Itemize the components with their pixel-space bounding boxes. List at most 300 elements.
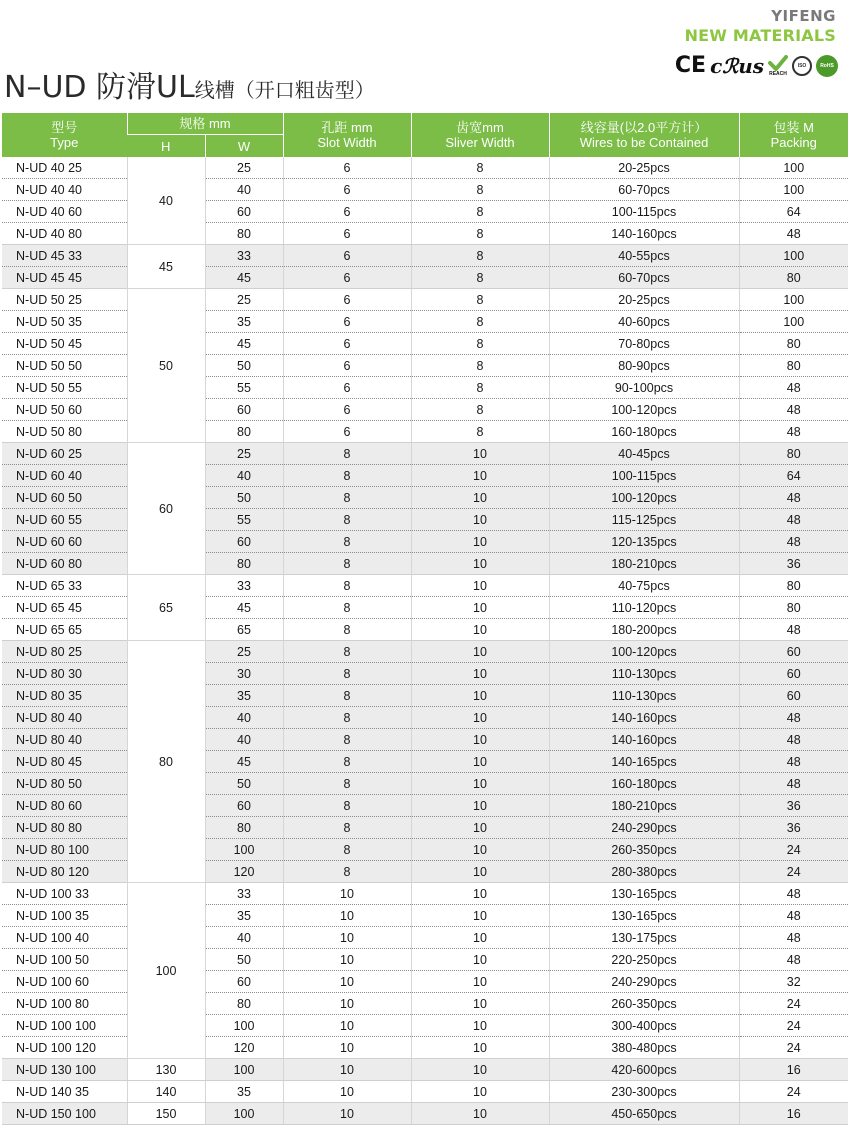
slot-width-cell: 10	[283, 971, 411, 993]
packing-cell: 48	[739, 707, 848, 729]
slot-width-cell: 6	[283, 223, 411, 245]
packing-cell: 36	[739, 817, 848, 839]
wires-cell: 260-350pcs	[549, 993, 739, 1015]
wires-cell: 110-130pcs	[549, 663, 739, 685]
wires-cell: 100-120pcs	[549, 399, 739, 421]
sliver-width-cell: 10	[411, 575, 549, 597]
type-column-header: 型号 Type	[2, 113, 127, 157]
type-cell: N-UD 50 55	[2, 377, 127, 399]
sliver-width-cell: 8	[411, 267, 549, 289]
sliver-width-cell: 10	[411, 927, 549, 949]
h-cell: 65	[127, 575, 205, 641]
type-cell: N-UD 80 40	[2, 729, 127, 751]
sliver-width-cell: 10	[411, 971, 549, 993]
sliver-width-cell: 10	[411, 597, 549, 619]
w-cell: 25	[205, 289, 283, 311]
sliver-width-cell: 10	[411, 905, 549, 927]
wires-cell: 40-75pcs	[549, 575, 739, 597]
w-cell: 40	[205, 707, 283, 729]
wires-cell: 140-160pcs	[549, 707, 739, 729]
packing-cell: 64	[739, 465, 848, 487]
slot-width-cell: 6	[283, 157, 411, 179]
type-cell: N-UD 80 25	[2, 641, 127, 663]
sliver-width-cell: 8	[411, 245, 549, 267]
slot-width-cell: 8	[283, 861, 411, 883]
sliver-width-cell: 10	[411, 861, 549, 883]
wires-cell: 240-290pcs	[549, 817, 739, 839]
sliver-width-cell: 8	[411, 399, 549, 421]
w-cell: 40	[205, 729, 283, 751]
sliver-width-cell: 10	[411, 619, 549, 641]
type-cell: N-UD 50 45	[2, 333, 127, 355]
ul-mark-icon: cℛus	[710, 54, 764, 78]
sliver-width-cell: 10	[411, 487, 549, 509]
packing-cell: 48	[739, 905, 848, 927]
type-cell: N-UD 150 100	[2, 1103, 127, 1125]
type-cell: N-UD 65 33	[2, 575, 127, 597]
slot-width-cell: 8	[283, 509, 411, 531]
sliver-width-column-header: 齿宽mm Sliver Width	[411, 113, 549, 157]
wires-cell: 120-135pcs	[549, 531, 739, 553]
type-cell: N-UD 45 33	[2, 245, 127, 267]
packing-cell: 48	[739, 421, 848, 443]
packing-cell: 48	[739, 399, 848, 421]
w-cell: 30	[205, 663, 283, 685]
h-cell: 80	[127, 641, 205, 883]
w-cell: 80	[205, 993, 283, 1015]
packing-cell: 48	[739, 773, 848, 795]
w-cell: 60	[205, 795, 283, 817]
w-cell: 65	[205, 619, 283, 641]
packing-cell: 24	[739, 861, 848, 883]
slot-width-cell: 8	[283, 443, 411, 465]
slot-width-cell: 8	[283, 465, 411, 487]
sliver-width-cell: 10	[411, 817, 549, 839]
wires-cell: 160-180pcs	[549, 773, 739, 795]
sliver-width-cell: 8	[411, 377, 549, 399]
sliver-width-cell: 10	[411, 443, 549, 465]
w-cell: 60	[205, 531, 283, 553]
wires-column-header: 线容量(以2.0平方计） Wires to be Contained	[549, 113, 739, 157]
packing-cell: 80	[739, 597, 848, 619]
wires-cell: 20-25pcs	[549, 289, 739, 311]
packing-cell: 24	[739, 1081, 848, 1103]
sliver-width-cell: 8	[411, 223, 549, 245]
sliver-width-cell: 8	[411, 421, 549, 443]
slot-width-cell: 8	[283, 663, 411, 685]
sliver-width-cell: 10	[411, 729, 549, 751]
slot-width-cell: 8	[283, 751, 411, 773]
h-cell: 130	[127, 1059, 205, 1081]
slot-width-cell: 8	[283, 487, 411, 509]
w-cell: 50	[205, 355, 283, 377]
packing-cell: 60	[739, 663, 848, 685]
page-title	[4, 62, 375, 106]
packing-cell: 48	[739, 883, 848, 905]
spec-column-header: 规格 mm	[127, 113, 283, 135]
w-cell: 25	[205, 641, 283, 663]
wires-cell: 300-400pcs	[549, 1015, 739, 1037]
spec-table	[2, 113, 848, 1125]
w-cell: 35	[205, 685, 283, 707]
packing-cell: 100	[739, 245, 848, 267]
w-cell: 40	[205, 465, 283, 487]
sliver-width-cell: 10	[411, 663, 549, 685]
type-cell: N-UD 80 80	[2, 817, 127, 839]
type-cell: N-UD 80 45	[2, 751, 127, 773]
sliver-width-cell: 10	[411, 531, 549, 553]
packing-cell: 36	[739, 553, 848, 575]
type-cell: N-UD 40 80	[2, 223, 127, 245]
w-cell: 100	[205, 1015, 283, 1037]
table-row	[2, 245, 848, 267]
table-row	[2, 157, 848, 179]
h-cell: 100	[127, 883, 205, 1059]
packing-cell: 48	[739, 729, 848, 751]
type-cell: N-UD 60 40	[2, 465, 127, 487]
w-cell: 40	[205, 179, 283, 201]
type-cell: N-UD 40 40	[2, 179, 127, 201]
sliver-width-cell: 10	[411, 795, 549, 817]
title-main: N–UD 防滑UL	[4, 70, 195, 105]
sliver-width-cell: 8	[411, 201, 549, 223]
wires-cell: 110-130pcs	[549, 685, 739, 707]
table-row	[2, 443, 848, 465]
spec-table-body	[2, 157, 848, 1125]
w-cell: 100	[205, 839, 283, 861]
w-cell: 60	[205, 971, 283, 993]
packing-cell: 24	[739, 839, 848, 861]
sliver-width-cell: 10	[411, 1059, 549, 1081]
packing-cell: 100	[739, 157, 848, 179]
slot-width-cell: 10	[283, 1015, 411, 1037]
packing-cell: 48	[739, 223, 848, 245]
packing-cell: 48	[739, 531, 848, 553]
slot-width-cell: 10	[283, 949, 411, 971]
table-row	[2, 883, 848, 905]
type-cell: N-UD 130 100	[2, 1059, 127, 1081]
type-cell: N-UD 80 100	[2, 839, 127, 861]
packing-cell: 48	[739, 509, 848, 531]
slot-width-cell: 8	[283, 597, 411, 619]
w-cell: 45	[205, 751, 283, 773]
slot-width-cell: 8	[283, 795, 411, 817]
type-cell: N-UD 60 25	[2, 443, 127, 465]
wires-cell: 40-55pcs	[549, 245, 739, 267]
wires-cell: 100-120pcs	[549, 641, 739, 663]
packing-cell: 64	[739, 201, 848, 223]
packing-cell: 16	[739, 1103, 848, 1125]
packing-cell: 100	[739, 289, 848, 311]
table-row	[2, 1081, 848, 1103]
wires-cell: 140-160pcs	[549, 729, 739, 751]
w-cell: 33	[205, 245, 283, 267]
type-cell: N-UD 100 33	[2, 883, 127, 905]
slot-width-cell: 8	[283, 707, 411, 729]
type-cell: N-UD 60 50	[2, 487, 127, 509]
packing-cell: 32	[739, 971, 848, 993]
sliver-width-cell: 10	[411, 751, 549, 773]
wires-cell: 380-480pcs	[549, 1037, 739, 1059]
wires-cell: 40-60pcs	[549, 311, 739, 333]
w-cell: 25	[205, 443, 283, 465]
table-row	[2, 1103, 848, 1125]
slot-width-cell: 6	[283, 421, 411, 443]
slot-width-cell: 6	[283, 179, 411, 201]
sliver-width-cell: 10	[411, 949, 549, 971]
brand-line-1: YIFENG	[771, 7, 836, 25]
iso-seal-icon: ISO	[792, 56, 812, 76]
type-cell: N-UD 50 25	[2, 289, 127, 311]
w-cell: 25	[205, 157, 283, 179]
w-cell: 33	[205, 883, 283, 905]
rohs-seal-icon: RoHS	[816, 55, 838, 77]
slot-width-cell: 8	[283, 531, 411, 553]
w-cell: 35	[205, 311, 283, 333]
packing-cell: 48	[739, 619, 848, 641]
slot-width-cell: 6	[283, 399, 411, 421]
sliver-width-cell: 8	[411, 289, 549, 311]
slot-width-cell: 8	[283, 685, 411, 707]
sliver-width-cell: 10	[411, 773, 549, 795]
sliver-width-cell: 8	[411, 157, 549, 179]
slot-width-cell: 6	[283, 267, 411, 289]
slot-width-cell: 8	[283, 553, 411, 575]
type-cell: N-UD 80 30	[2, 663, 127, 685]
wires-cell: 60-70pcs	[549, 179, 739, 201]
wires-cell: 100-115pcs	[549, 201, 739, 223]
w-cell: 35	[205, 905, 283, 927]
type-cell: N-UD 45 45	[2, 267, 127, 289]
wires-cell: 100-120pcs	[549, 487, 739, 509]
h-cell: 150	[127, 1103, 205, 1125]
sliver-width-cell: 10	[411, 553, 549, 575]
wires-cell: 450-650pcs	[549, 1103, 739, 1125]
wires-cell: 260-350pcs	[549, 839, 739, 861]
w-cell: 120	[205, 1037, 283, 1059]
wires-cell: 110-120pcs	[549, 597, 739, 619]
slot-width-cell: 10	[283, 1103, 411, 1125]
type-cell: N-UD 100 35	[2, 905, 127, 927]
h-cell: 40	[127, 157, 205, 245]
sliver-width-cell: 10	[411, 993, 549, 1015]
slot-width-cell: 6	[283, 289, 411, 311]
type-cell: N-UD 80 40	[2, 707, 127, 729]
slot-width-cell: 8	[283, 641, 411, 663]
sliver-width-cell: 10	[411, 509, 549, 531]
h-cell: 50	[127, 289, 205, 443]
wires-cell: 240-290pcs	[549, 971, 739, 993]
table-row	[2, 1059, 848, 1081]
w-cell: 100	[205, 1103, 283, 1125]
type-cell: N-UD 50 35	[2, 311, 127, 333]
sliver-width-cell: 10	[411, 707, 549, 729]
sliver-width-cell: 10	[411, 1103, 549, 1125]
slot-width-cell: 10	[283, 1081, 411, 1103]
type-cell: N-UD 100 80	[2, 993, 127, 1015]
type-cell: N-UD 50 60	[2, 399, 127, 421]
type-cell: N-UD 100 50	[2, 949, 127, 971]
slot-width-cell: 8	[283, 817, 411, 839]
slot-width-cell: 10	[283, 883, 411, 905]
w-cell: 100	[205, 1059, 283, 1081]
w-cell: 120	[205, 861, 283, 883]
wires-cell: 90-100pcs	[549, 377, 739, 399]
w-cell: 80	[205, 223, 283, 245]
sliver-width-cell: 10	[411, 1037, 549, 1059]
type-cell: N-UD 100 120	[2, 1037, 127, 1059]
wires-cell: 130-165pcs	[549, 883, 739, 905]
w-column-header: W	[205, 135, 283, 158]
w-cell: 80	[205, 553, 283, 575]
w-cell: 35	[205, 1081, 283, 1103]
type-cell: N-UD 65 45	[2, 597, 127, 619]
packing-cell: 48	[739, 751, 848, 773]
wires-cell: 280-380pcs	[549, 861, 739, 883]
table-row	[2, 289, 848, 311]
type-cell: N-UD 100 40	[2, 927, 127, 949]
packing-column-header: 包装 M Packing	[739, 113, 848, 157]
packing-cell: 60	[739, 685, 848, 707]
packing-cell: 80	[739, 575, 848, 597]
wires-cell: 230-300pcs	[549, 1081, 739, 1103]
w-cell: 45	[205, 267, 283, 289]
table-row	[2, 575, 848, 597]
type-cell: N-UD 60 80	[2, 553, 127, 575]
w-cell: 33	[205, 575, 283, 597]
sliver-width-cell: 10	[411, 641, 549, 663]
wires-cell: 80-90pcs	[549, 355, 739, 377]
type-cell: N-UD 100 60	[2, 971, 127, 993]
wires-cell: 130-165pcs	[549, 905, 739, 927]
w-cell: 80	[205, 421, 283, 443]
ce-mark-icon: CE	[674, 53, 707, 78]
reach-label: REACH	[769, 71, 787, 77]
w-cell: 50	[205, 773, 283, 795]
packing-cell: 24	[739, 993, 848, 1015]
w-cell: 45	[205, 597, 283, 619]
slot-width-cell: 8	[283, 729, 411, 751]
slot-width-cell: 6	[283, 201, 411, 223]
w-cell: 50	[205, 487, 283, 509]
packing-cell: 60	[739, 641, 848, 663]
wires-cell: 60-70pcs	[549, 267, 739, 289]
type-cell: N-UD 80 50	[2, 773, 127, 795]
wires-cell: 70-80pcs	[549, 333, 739, 355]
packing-cell: 36	[739, 795, 848, 817]
slot-width-cell: 8	[283, 575, 411, 597]
certification-marks	[675, 52, 838, 80]
wires-cell: 180-200pcs	[549, 619, 739, 641]
sliver-width-cell: 10	[411, 1081, 549, 1103]
wires-cell: 160-180pcs	[549, 421, 739, 443]
packing-cell: 80	[739, 443, 848, 465]
type-cell: N-UD 40 25	[2, 157, 127, 179]
packing-cell: 80	[739, 267, 848, 289]
slot-width-cell: 6	[283, 245, 411, 267]
type-cell: N-UD 50 80	[2, 421, 127, 443]
brand-line-2: NEW MATERIALS	[684, 26, 836, 45]
wires-cell: 180-210pcs	[549, 795, 739, 817]
type-cell: N-UD 50 50	[2, 355, 127, 377]
wires-cell: 220-250pcs	[549, 949, 739, 971]
brand-logo	[685, 6, 836, 46]
slot-width-cell: 8	[283, 839, 411, 861]
wires-cell: 40-45pcs	[549, 443, 739, 465]
slot-width-cell: 10	[283, 1037, 411, 1059]
slot-width-column-header: 孔距 mm Slot Width	[283, 113, 411, 157]
type-cell: N-UD 140 35	[2, 1081, 127, 1103]
w-cell: 45	[205, 333, 283, 355]
wires-cell: 180-210pcs	[549, 553, 739, 575]
title-sub: 线槽（开口粗齿型）	[194, 78, 375, 102]
slot-width-cell: 8	[283, 773, 411, 795]
wires-cell: 140-165pcs	[549, 751, 739, 773]
slot-width-cell: 10	[283, 1059, 411, 1081]
packing-cell: 48	[739, 927, 848, 949]
sliver-width-cell: 8	[411, 333, 549, 355]
h-cell: 45	[127, 245, 205, 289]
wires-cell: 100-115pcs	[549, 465, 739, 487]
slot-width-cell: 10	[283, 993, 411, 1015]
sliver-width-cell: 10	[411, 1015, 549, 1037]
w-cell: 60	[205, 201, 283, 223]
wires-cell: 130-175pcs	[549, 927, 739, 949]
packing-cell: 100	[739, 179, 848, 201]
table-row	[2, 641, 848, 663]
type-cell: N-UD 60 60	[2, 531, 127, 553]
sliver-width-cell: 10	[411, 839, 549, 861]
slot-width-cell: 6	[283, 377, 411, 399]
packing-cell: 48	[739, 487, 848, 509]
slot-width-cell: 10	[283, 927, 411, 949]
slot-width-cell: 6	[283, 311, 411, 333]
spec-table-header	[2, 113, 848, 157]
type-cell: N-UD 80 35	[2, 685, 127, 707]
type-cell: N-UD 100 100	[2, 1015, 127, 1037]
sliver-width-cell: 10	[411, 883, 549, 905]
sliver-width-cell: 8	[411, 355, 549, 377]
wires-cell: 20-25pcs	[549, 157, 739, 179]
sliver-width-cell: 10	[411, 685, 549, 707]
w-cell: 55	[205, 509, 283, 531]
packing-cell: 80	[739, 355, 848, 377]
type-cell: N-UD 40 60	[2, 201, 127, 223]
wires-cell: 140-160pcs	[549, 223, 739, 245]
packing-cell: 80	[739, 333, 848, 355]
type-cell: N-UD 80 120	[2, 861, 127, 883]
packing-cell: 48	[739, 949, 848, 971]
packing-cell: 100	[739, 311, 848, 333]
wires-cell: 115-125pcs	[549, 509, 739, 531]
type-cell: N-UD 80 60	[2, 795, 127, 817]
w-cell: 55	[205, 377, 283, 399]
slot-width-cell: 6	[283, 355, 411, 377]
slot-width-cell: 10	[283, 905, 411, 927]
reach-check-icon	[768, 55, 788, 77]
sliver-width-cell: 10	[411, 465, 549, 487]
wires-cell: 420-600pcs	[549, 1059, 739, 1081]
packing-cell: 16	[739, 1059, 848, 1081]
type-cell: N-UD 60 55	[2, 509, 127, 531]
packing-cell: 48	[739, 377, 848, 399]
w-cell: 80	[205, 817, 283, 839]
slot-width-cell: 8	[283, 619, 411, 641]
type-cell: N-UD 65 65	[2, 619, 127, 641]
w-cell: 40	[205, 927, 283, 949]
packing-cell: 24	[739, 1037, 848, 1059]
h-cell: 60	[127, 443, 205, 575]
